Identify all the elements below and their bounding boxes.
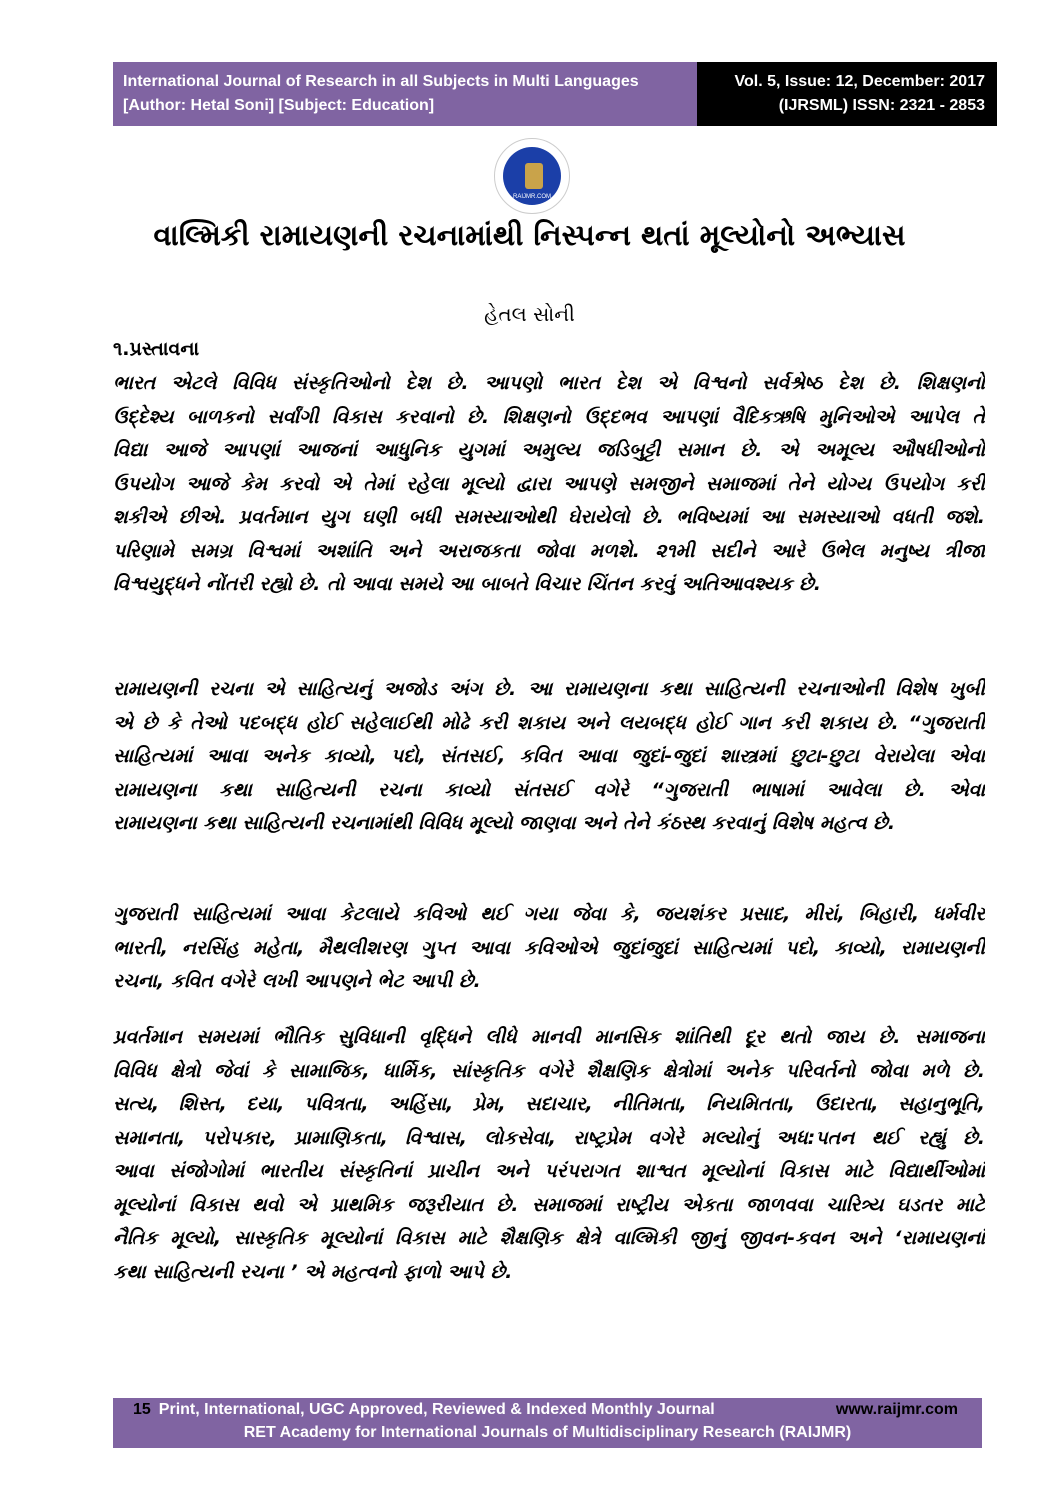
paragraph-line: રચના, કવિત વગેરે લખી આપણને ભેટ આપી છે.	[113, 970, 481, 992]
paragraph-line: એ છે કે તેઓ પદબદ્ધ હોઈ સહેલાઈથી મોઢે કરી શકાય અને લયબદ્ધ હોઈ ગાન કરી શકાય છે. “ગુજરાતી	[113, 711, 985, 734]
footer-url[interactable]: www.raijmr.com	[835, 1401, 958, 1418]
scroll-quill-icon	[525, 163, 543, 189]
issue-header	[697, 62, 997, 126]
paragraph-line: સાહિત્યમાં આવા અનેક કાવ્યો, પદો, સંતસઈ, કવિત આવા જુદાં-જુદાં શાસ્ત્રમાં છુટા-છુટા વેરાયેલા એવા	[113, 745, 985, 767]
issn-info: (IJRSML) ISSN: 2321 - 2853	[778, 97, 985, 114]
paragraph-line: રામાયણની રચના એ સાહિત્યનું અજોડ અંગ છે. આ રામાયણના કથા સાહિત્યની રચનાઓની વિશેષ ખુબી	[113, 678, 985, 700]
paragraph-line: રામાયણના કથા સાહિત્યની રચનામાંથી વિવિધ મૂલ્યો જાણવા અને તેને કંઠસ્થ કરવાનું વિશેષ મહત્વ છે.	[113, 812, 896, 834]
volume-info: Vol. 5, Issue: 12, December: 2017	[734, 73, 985, 90]
paragraph-line: વિવિધ ક્ષેત્રો જેવાં કે સામાજિક, ધાર્મિક, સાંસ્કૃતિક વગેરે શૈક્ષણિક ક્ષેત્રોમાં અનેક પરિવર્તનો જોવા મળે છે.	[113, 1059, 985, 1082]
journal-logo	[494, 138, 570, 214]
paragraph-line: સત્ય, શિસ્ત, દયા, પવિત્રતા, અહિંસા, પ્રેમ, સદાચાર, નીતિમતા, નિયમિતતા, ઉદારતા, સહાનુભૂતિ,	[113, 1093, 985, 1115]
paragraph	[113, 1021, 985, 1289]
journal-name: International Journal of Research in all Subjects in Multi Languages	[123, 73, 639, 90]
logo-circle	[503, 147, 561, 205]
section-heading: ૧.પ્રસ્તાવના	[113, 338, 200, 360]
paragraph-line: નૈતિક મૂલ્યો, સાસ્કૃતિક મૂલ્યોનાં વિકાસ માટે શૈક્ષણિક ક્ષેત્રે વાલ્મિકી જીનું જીવન-કવન અને ‘રામાયણનાં	[113, 1227, 985, 1249]
paragraph-line: પ્રવર્તમાન સમયમાં ભૌતિક સુવિધાની વૃદ્ધિને લીધે માનવી માનસિક શાંતિથી દૂર થતો જાય છે. સમાજના	[113, 1026, 985, 1048]
paragraph	[113, 673, 985, 841]
paragraph-line: મૂલ્યોનાં વિકાસ થવો એ પ્રાથમિક જરૂરીયાત છે. સમાજમાં રાષ્ટ્રીય એકતા જાળવવા ચારિત્ર્ય ઘડતર માટે	[113, 1193, 985, 1216]
paragraph-line: ભારતી, નરસિંહ મહેતા, મૈથલીશરણ ગુપ્ત આવા કવિઓએ જુદાંજુદાં સાહિત્યમાં પદો, કાવ્યો, રામાયણની	[113, 936, 985, 959]
journal-header	[113, 62, 697, 126]
page-footer	[113, 1398, 982, 1448]
logo-text: RAIJMR.COM	[513, 194, 551, 200]
paragraph-line: વિશ્વયુદ્ધને નોંતરી રહ્યો છે. તો આવા સમયે આ બાબતે વિચાર ચિંતન કરવું અતિઆવશ્યક છે.	[113, 573, 822, 595]
paragraph-line: શકીએ છીએ. પ્રવર્તમાન યુગ ઘણી બધી સમસ્યાઓથી ઘેરાયેલો છે. ભવિષ્યમાં આ સમસ્યાઓ વધતી જશે.	[113, 506, 985, 528]
paragraph-line: કથા સાહિત્યની રચના ’ એ મહત્વનો ફાળો આપે છે.	[113, 1260, 513, 1283]
article-author: હેતલ સોની	[484, 302, 575, 326]
paragraph-line: ઉપયોગ આજે કેમ કરવો એ તેમાં રહેલા મૂલ્યો દ્વારા આપણે સમજીને સમાજમાં તેને યોગ્ય ઉપયોગ કરી	[113, 472, 985, 495]
paragraph-line: ભારત એટલે વિવિધ સંસ્કૃતિઓનો દેશ છે. આપણો ભારત દેશ એ વિશ્વનો સર્વશ્રેષ્ઠ દેશ છે. શિક્ષણનો	[113, 372, 985, 394]
paragraph-line: આવા સંજોગોમાં ભારતીય સંસ્કૃતિનાં પ્રાચીન અને પરંપરાગત શાશ્વત મૂલ્યોનાં વિકાસ માટે વિદ્યાર્થીઓમાં	[113, 1160, 985, 1182]
footer-line2: RET Academy for International Journals of Multidisciplinary Research (RAIJMR)	[243, 1424, 852, 1441]
article-title: વાલ્મિકી રામાયણની રચનામાંથી નિસ્પન્ન થતાં મૂલ્યોનો અભ્યાસ	[153, 218, 906, 252]
paragraph	[113, 898, 985, 999]
paragraph	[113, 367, 985, 602]
paragraph-line: રામાયણના કથા સાહિત્યની રચના કાવ્યો સંતસઈ વગેરે “ગુજરાતી ભાષામાં આવેલા છે. એવા	[113, 778, 985, 801]
paragraph-line: સમાનતા, પરોપકાર, પ્રામાણિકતા, વિશ્વાસ, લોકસેવા, રાષ્ટ્રપ્રેમ વગેરે મલ્યોનું અધ:પતન થઈ રહ્યું છે.	[113, 1126, 985, 1149]
page-number: 15	[133, 1401, 151, 1418]
footer-line1: Print, International, UGC Approved, Reviewed & Indexed Monthly Journal	[158, 1401, 715, 1418]
paragraph-line: પરિણામે સમગ્ર વિશ્વમાં અશાંતિ અને અરાજકતા જોવા મળશે. ૨૧મી સદીને આરે ઉભેલ મનુષ્ય ત્રીજા	[113, 539, 985, 562]
author-subject: [Author: Hetal Soni] [Subject: Education]	[123, 97, 435, 114]
paragraph-line: ગુજરાતી સાહિત્યમાં આવા કેટલાયે કવિઓ થઈ ગયા જેવા કે, જયશંકર પ્રસાદ, મીરાં, બિહારી, ધર્મવીર	[113, 903, 985, 925]
paragraph-line: ઉદ્દેશ્ય બાળકનો સર્વાંગી વિકાસ કરવાનો છે. શિક્ષણનો ઉદ્દભવ આપણાં વૈદિકઋષિ મુનિઓએ આપેલ તે	[113, 405, 985, 428]
paragraph-line: વિદ્યા આજે આપણાં આજનાં આધુનિક યુગમાં અમુલ્ય જડિબુટ્ટી સમાન છે. એ અમૂલ્ય ઔષધીઓનો	[113, 439, 985, 461]
